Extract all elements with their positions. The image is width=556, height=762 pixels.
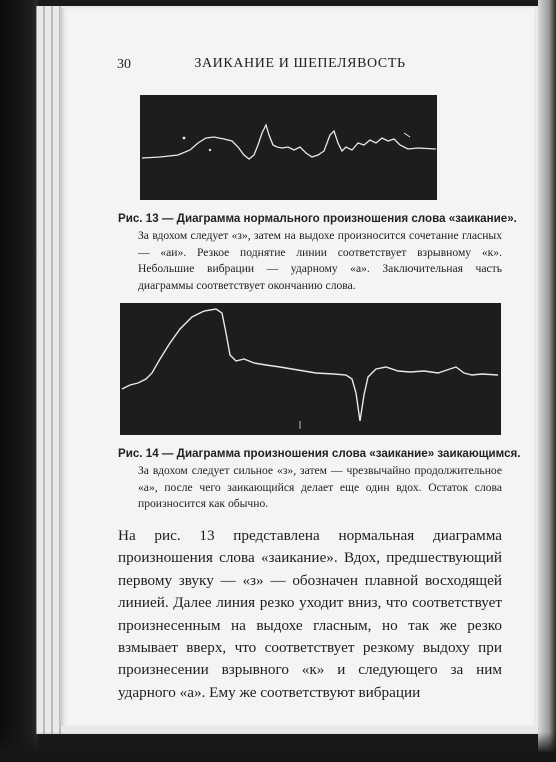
figure-13-caption-body: За вдохом следует «з», затем на выдохе произносится сочетание гласных — «аи». Резкое поднятие линии соответствует взрывному «к». Небольшие вибрации — ударному «а». Заключительная часть диаграммы соответствует окончанию слова. [138,228,502,293]
figure-14-caption-body: За вдохом следует сильное «з», затем — чрезвычайно продолжительное «а», после чего заикающийся делает еще один вдох. Остаток слова произносится как обычно. [138,463,502,511]
figure-14-caption-title: Рис. 14 — Диаграмма произношения слова «заикание» заикающимся. [118,447,521,460]
scan-shadow [0,732,556,762]
figure-13-caption [118,211,517,295]
running-head: ЗАИКАНИЕ И ШЕПЕЛЯВОСТЬ [194,56,406,71]
page-edge [51,6,53,734]
page-edge [43,6,45,734]
figure-14-caption [118,446,521,513]
book-fold [538,0,556,762]
body-paragraph: На рис. 13 представлена нормальная диаграмма произношения слова «заикание». Вдох, предшествующий первому звуку — «з» — обозначен плавной восходящей линией. Далее линия резко уходит вниз, что соответствует произнесенным на выдохе гласным, но так же резко взмывает вверх, что соответствует резкому выдоху при произнесении взрывного «к» и следующего за ним ударного «а». Ему же соответствуют вибрации [118,527,502,701]
figure-13-waveform [140,95,437,200]
figure-14-waveform [120,303,501,435]
figure-14-trace [120,303,501,435]
body-text [118,525,502,704]
page-number: 30 [117,57,131,72]
figure-13-caption-title: Рис. 13 — Диаграмма нормального произношения слова «заикание». [118,212,517,225]
figure-13-trace [140,95,437,200]
